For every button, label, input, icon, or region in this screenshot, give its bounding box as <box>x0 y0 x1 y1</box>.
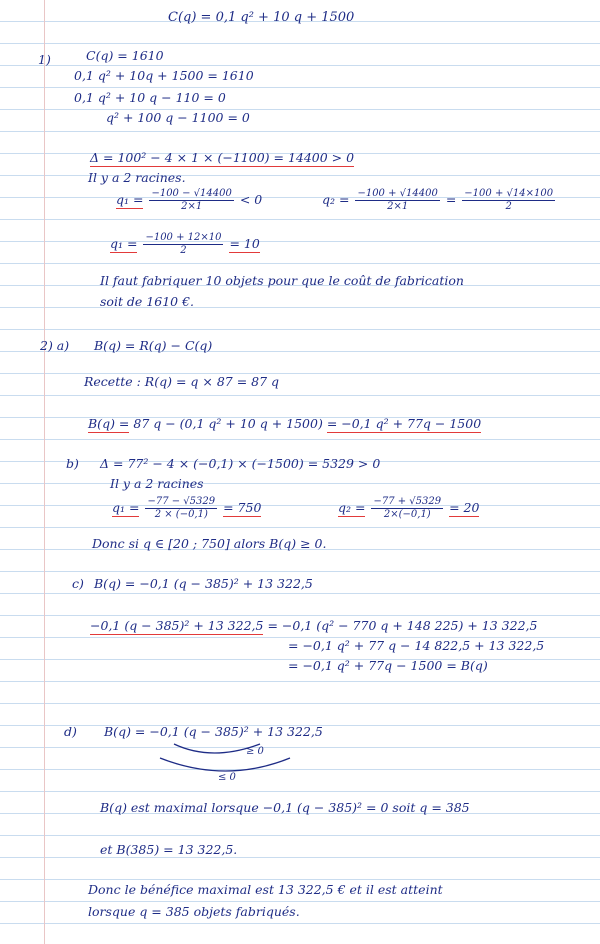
part2d-annotation-ge0: ≥ 0 <box>246 746 264 757</box>
part2c-line2: = −0,1 q² + 77 q − 14 822,5 + 13 322,5 <box>288 638 545 653</box>
part1-eq3: 0,1 q² + 10 q − 110 = 0 <box>74 90 226 105</box>
part1-two-roots: Il y a 2 racines. <box>88 170 186 185</box>
part1-q1-den: 2×1 <box>181 201 203 212</box>
part1-eq1: C(q) = 1610 <box>86 48 164 63</box>
part2a-benefit-mid: 87 q − (0,1 q² + 10 q + 1500) <box>133 416 323 431</box>
part2b-q2 <box>338 496 479 521</box>
part2c-eq1: B(q) = −0,1 (q − 385)² + 13 322,5 <box>94 576 313 591</box>
part2b-two-roots: Il y a 2 racines <box>110 476 204 491</box>
part1-q1-label: q₁ = <box>116 192 144 207</box>
page-title: C(q) = 0,1 q² + 10 q + 1500 <box>168 10 355 25</box>
part2b-q1-result: = 750 <box>223 500 262 515</box>
part1-q1b-den: 2 <box>180 245 187 256</box>
part2b-q2-fraction <box>371 496 443 521</box>
part1-q1-num: −100 − √14400 <box>151 188 232 199</box>
part2a-eq1: B(q) = R(q) − C(q) <box>94 338 213 353</box>
part2b-q1-label: q₁ = <box>112 500 140 515</box>
part2c-line3 <box>288 658 488 674</box>
part2b-q1-fraction <box>145 496 217 521</box>
part2b-q2-num: −77 + √5329 <box>373 496 442 507</box>
part2b-delta: Δ = 77² − 4 × (−0,1) × (−1500) = 5329 > 0 <box>100 456 381 471</box>
part2d-max-line: B(q) est maximal lorsque −0,1 (q − 385)² = 0 soit q = 385 <box>100 800 470 815</box>
part2c-line1 <box>90 618 537 634</box>
part2d-eq1: B(q) = −0,1 (q − 385)² + 13 322,5 <box>104 724 323 739</box>
part2b-q1-num: −77 − √5329 <box>147 496 216 507</box>
part1-q2-den: 2×1 <box>387 201 409 212</box>
part2b-q2-den: 2×(−0,1) <box>383 509 431 520</box>
part1-q1-fraction <box>149 188 233 213</box>
part1-label: 1) <box>38 52 51 67</box>
part1-q2-den-b: 2 <box>505 201 512 212</box>
part2d-bracket-annotation <box>156 740 376 790</box>
part1-delta-text: Δ = 100² − 4 × 1 × (−1100) = 14400 > 0 <box>90 150 355 165</box>
part1-q2-fraction-b <box>462 188 555 213</box>
part1-q2-label: q₂ = <box>322 192 350 207</box>
part2a-benefit <box>88 416 481 432</box>
part1-q1b-fraction <box>143 232 223 257</box>
part2d-label: d) <box>64 724 77 739</box>
part2b-q2-result: = 20 <box>449 500 480 515</box>
part2b-q1 <box>112 496 261 521</box>
part1-q1b-num: −100 + 12×10 <box>145 232 222 243</box>
part1-q2-fraction <box>355 188 439 213</box>
part1-q1b-result: = 10 <box>229 236 260 251</box>
part2c-line1-rhs: = −0,1 (q² − 770 q + 148 225) + 13 322,5 <box>267 618 538 633</box>
part1-q2-num-b: −100 + √14×100 <box>464 188 554 199</box>
part2c-label: c) <box>72 576 84 591</box>
part2d-value-line: et B(385) = 13 322,5. <box>100 842 238 857</box>
part1-eq4: q² + 100 q − 1100 = 0 <box>106 110 250 125</box>
margin-line <box>44 0 45 944</box>
part1-q1-result: < 0 <box>239 192 263 207</box>
part1-conclusion-2: soit de 1610 €. <box>100 294 195 309</box>
part2a-label: 2) a) <box>40 338 70 353</box>
part1-q2-num: −100 + √14400 <box>357 188 438 199</box>
part2d-conclusion-1: Donc le bénéfice maximal est 13 322,5 € et il est atteint <box>88 882 443 897</box>
part2b-q1-den: 2 × (−0,1) <box>154 509 208 520</box>
part1-eq2: 0,1 q² + 10q + 1500 = 1610 <box>74 68 254 83</box>
part2a-recette: Recette : R(q) = q × 87 = 87 q <box>84 374 280 389</box>
part2c-line3-text: = −0,1 q² + 77q − 1500 = B(q) <box>288 658 488 673</box>
part2b-conclusion: Donc si q ∈ [20 ; 750] alors B(q) ≥ 0. <box>92 536 327 551</box>
part2b-label: b) <box>66 456 79 471</box>
part2a-benefit-lhs: B(q) = <box>88 416 130 431</box>
part2d-conclusion-2: lorsque q = 385 objets fabriqués. <box>88 904 300 919</box>
part1-q1b-label: q₁ = <box>110 236 138 251</box>
part1-q1b <box>110 232 260 257</box>
part2d-annotation-le0: ≤ 0 <box>218 772 236 783</box>
part2a-benefit-rhs: = −0,1 q² + 77q − 1500 <box>326 416 482 431</box>
part1-q2: q₂ = $\frac{-100 + √14400}{2\times 1}$ = $\frac{-100 + √14\times 100}{2}$ <box>322 188 554 212</box>
part2c-line1-lhs: −0,1 (q − 385)² + 13 322,5 <box>90 618 264 633</box>
part1-q1 <box>116 188 262 213</box>
part1-delta <box>90 150 354 166</box>
part2b-q2-label: q₂ = <box>338 500 366 515</box>
part1-conclusion-1: Il faut fabriquer 10 objets pour que le coût de fabrication <box>100 273 464 288</box>
